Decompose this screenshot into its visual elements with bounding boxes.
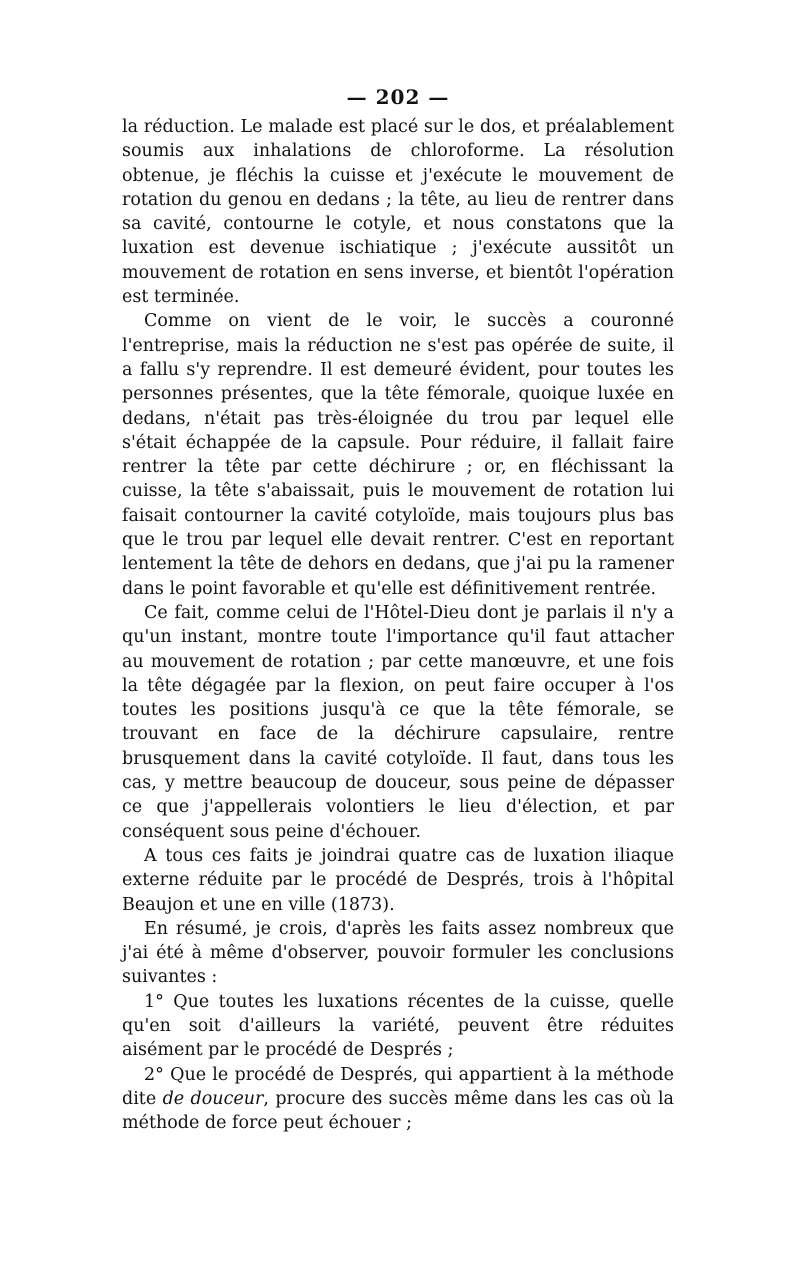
italic-phrase: de douceur xyxy=(162,1088,264,1109)
book-page xyxy=(122,84,674,1135)
paragraph-5: En résumé, je crois, d'après les faits assez nombreux que j'ai été à même d'observer, pouvoir formuler les conclusions suivantes : xyxy=(122,918,674,988)
paragraph-7 xyxy=(122,1063,674,1136)
paragraph-2: Comme on vient de le voir, le succès a couronné l'entreprise, mais la réduction ne s'est pas opérée de suite, il a fallu s'y reprendre. Il est demeuré évident, pour toutes les personnes présentes, que la tête fémorale, quoique luxée en dedans, n'était pas très-éloignée du trou par lequel elle s'était échappée de la capsule. Pour réduire, il fallait faire rentrer la tête par cette déchirure ; or, en fléchissant la cuisse, la tête s'abaissait, puis le mouvement de rotation lui faisait contourner la cavité cotyloïde, mais toujours plus bas que le trou par lequel elle devait rentrer. C'est en reportant lentement la tête de dehors en dedans, que j'ai pu la ramener dans le point favorable et qu'elle est définitivement rentrée. xyxy=(122,311,674,599)
page-number: — 202 — xyxy=(346,85,450,109)
paragraph-3: Ce fait, comme celui de l'Hôtel-Dieu dont je parlais il n'y a qu'un instant, montre toute l'importance qu'il faut attacher au mouvement de rotation ; par cette manœuvre, et une fois la tête dégagée par la flexion, on peut faire occuper à l'os toutes les positions jusqu'à ce que la tête fémorale, se trouvant en face de la déchirure capsulaire, rentre brusquement dans la cavité cotyloïde. Il faut, dans tous les cas, y mettre beaucoup de douceur, sous peine de dépasser ce que j'appellerais volontiers le lieu d'élection, et par conséquent sous peine d'échouer. xyxy=(122,602,674,842)
paragraph-7-end: , procure des succès même dans les cas où la méthode de force peut échouer ; xyxy=(122,1088,674,1134)
paragraph-1: la réduction. Le malade est placé sur le dos, et préalablement soumis aux inhalations de chloroforme. La résolution obtenue, je fléchis la cuisse et j'exécute le mouvement de rotation du genou en dedans ; la tête, au lieu de rentrer dans sa cavité, contourne le cotyle, et nous constatons que la luxation est devenue ischiatique ; j'exécute aussitôt un mouvement de rotation en sens inverse, et bientôt l'opération est terminée. xyxy=(122,117,674,308)
paragraph-7-start: 2° Que le procédé de Després, qui appartient à la méthode dite xyxy=(122,1064,674,1109)
paragraph-4: A tous ces faits je joindrai quatre cas de luxation iliaque externe réduite par le procédé de Després, trois à l'hôpital Beaujon et une en ville (1873). xyxy=(122,845,674,915)
paragraph-6: 1° Que toutes les luxations récentes de la cuisse, quelle qu'en soit d'ailleurs la variété, peuvent être réduites aisément par le procédé de Després ; xyxy=(122,991,674,1061)
